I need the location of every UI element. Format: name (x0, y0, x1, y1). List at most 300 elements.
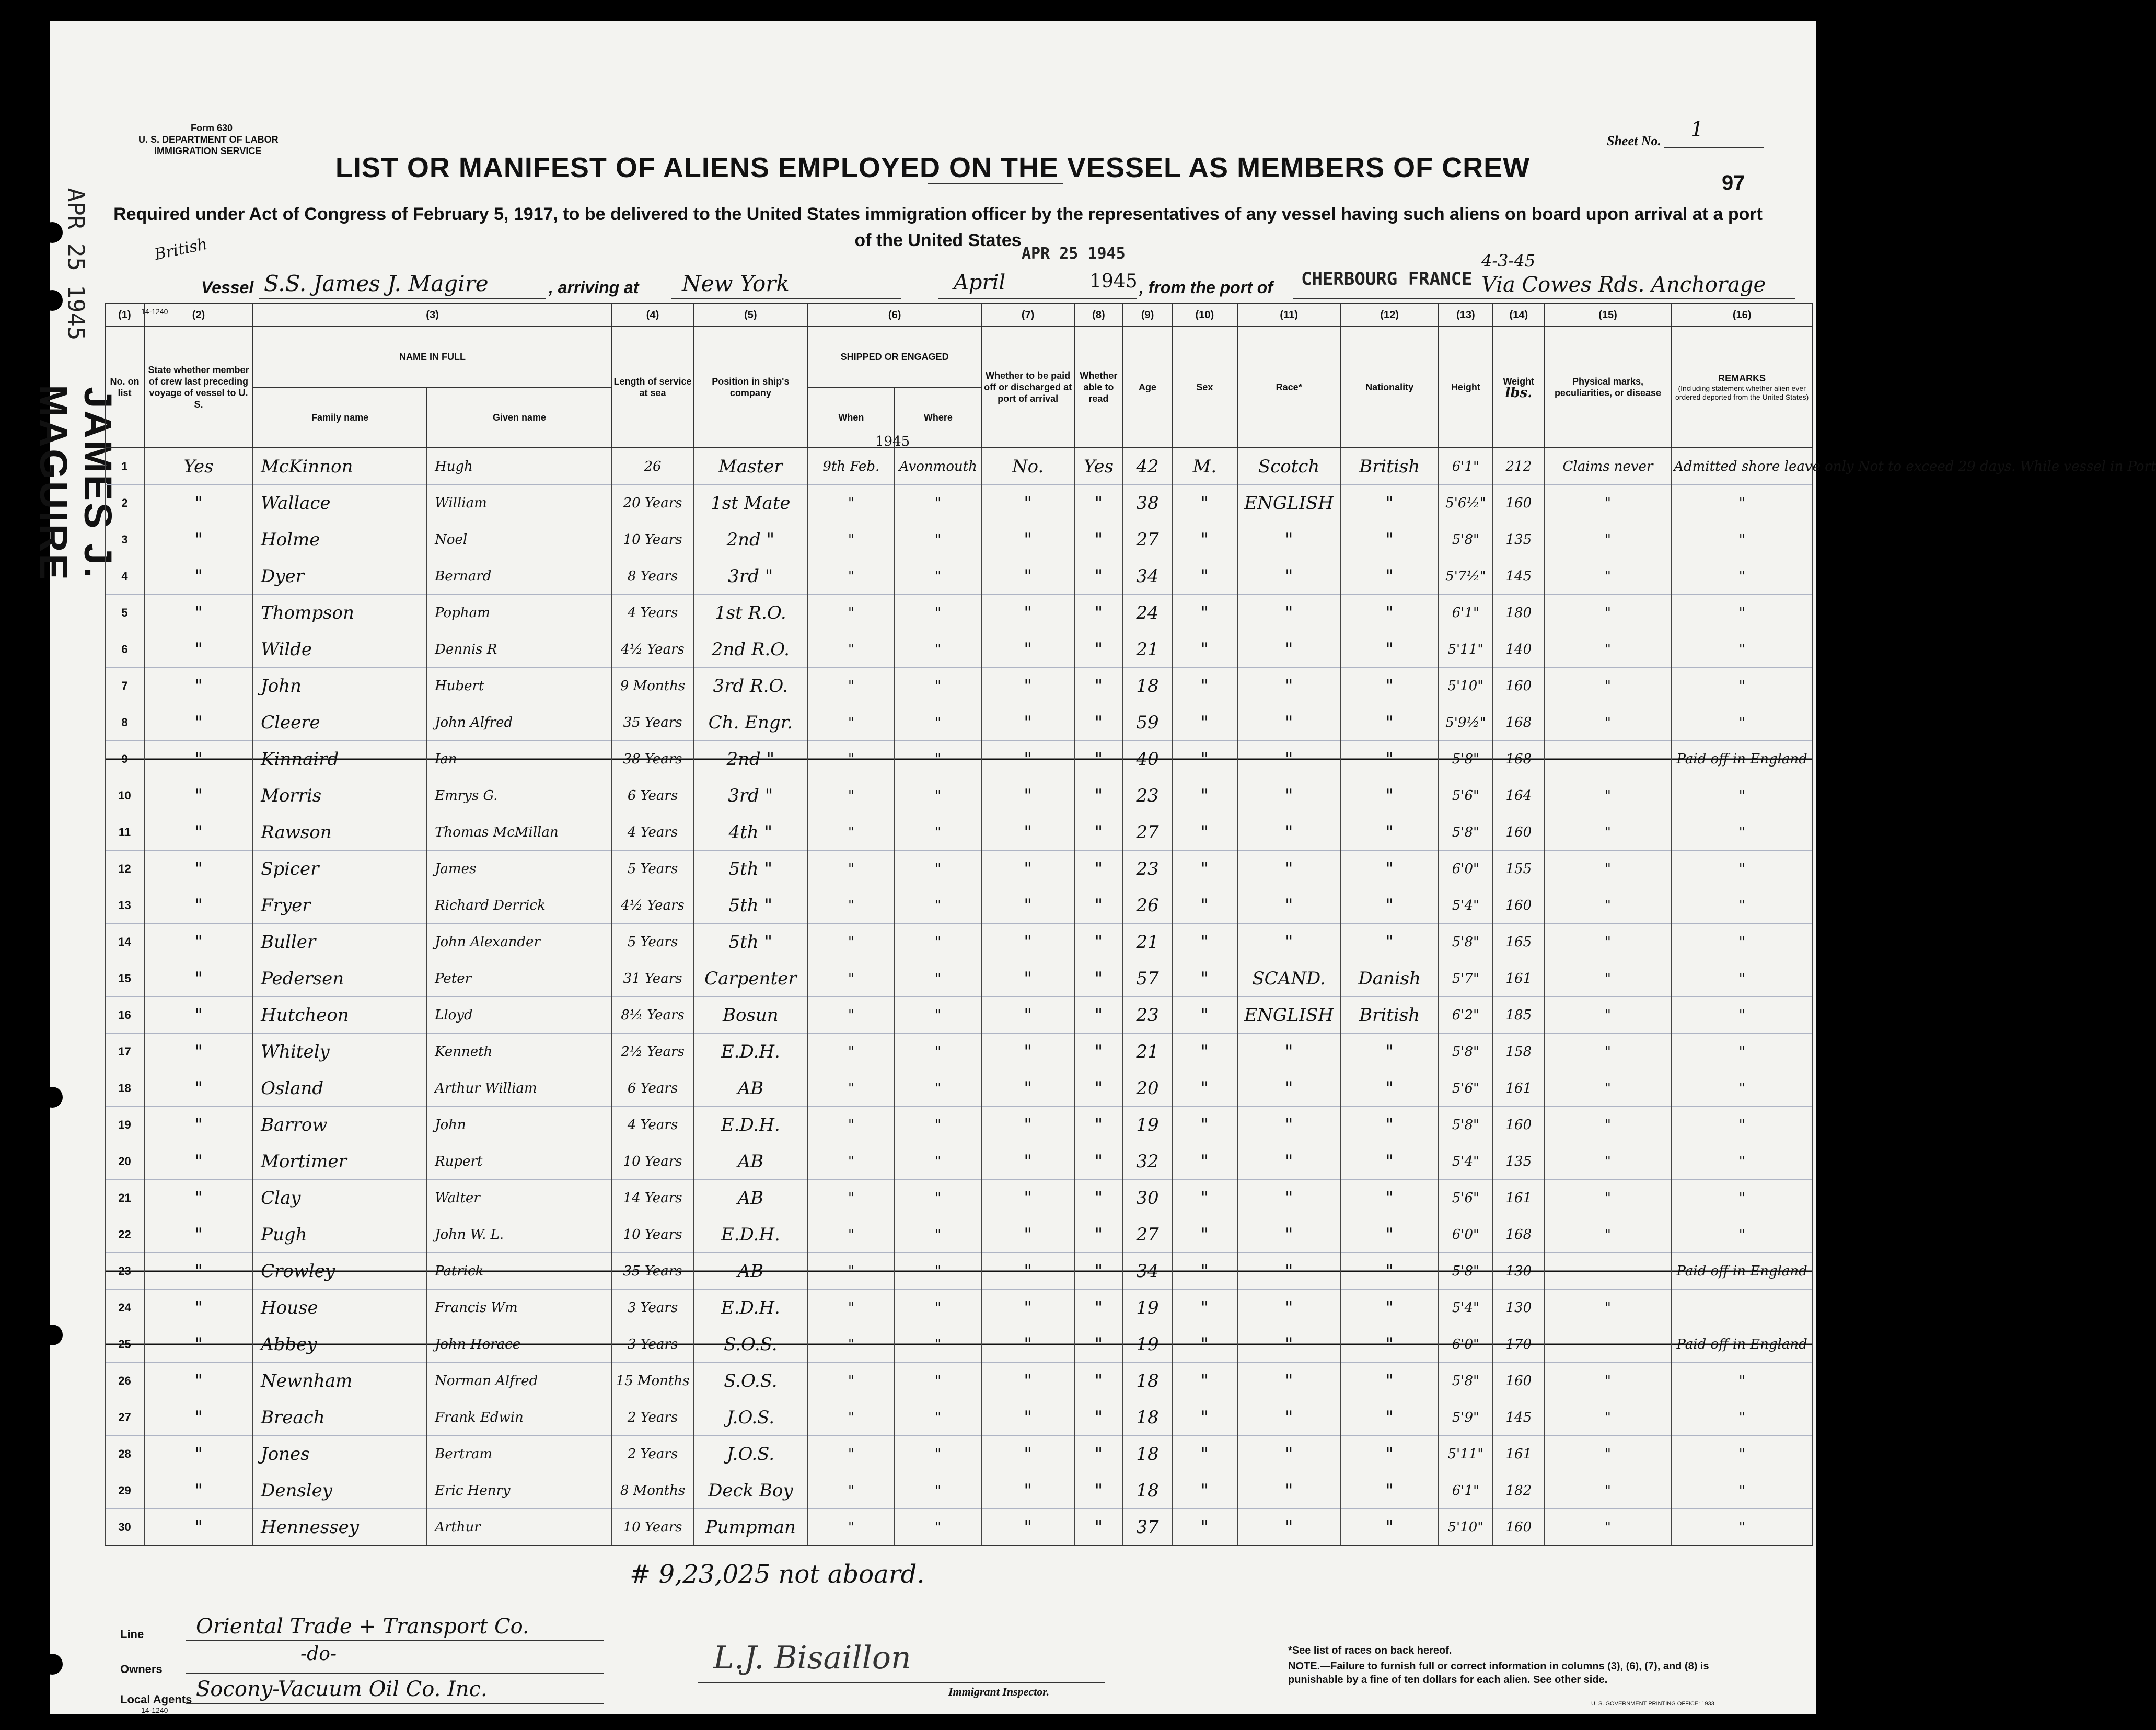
table-row (105, 851, 1813, 887)
header-weight-unit: lbs. (1505, 385, 1533, 401)
service-length-cell: 26 (612, 448, 693, 485)
paid-off-cell: " (982, 741, 1074, 777)
given-name-cell: John (427, 1107, 612, 1143)
shipped-where-cell: " (895, 1070, 982, 1107)
service-length-cell: 4½ Years (612, 887, 693, 924)
header-race: Race* (1237, 327, 1341, 448)
position-cell: E.D.H. (693, 1290, 808, 1326)
physical-marks-cell: " (1545, 1180, 1671, 1216)
height-cell: 5'7½" (1439, 558, 1493, 595)
age-cell: 34 (1123, 558, 1172, 595)
shipped-when-cell: " (808, 521, 895, 558)
family-name-cell: Kinnaird (253, 741, 427, 777)
weight-cell: 160 (1493, 814, 1545, 851)
able-to-read-cell: " (1074, 1180, 1123, 1216)
prev-voyage-cell: " (144, 704, 253, 741)
position-cell: J.O.S. (693, 1436, 808, 1472)
shipped-when-cell: " (808, 1472, 895, 1509)
age-cell: 21 (1123, 631, 1172, 668)
able-to-read-cell: " (1074, 997, 1123, 1034)
able-to-read-cell: " (1074, 1399, 1123, 1436)
shipped-when-cell: " (808, 814, 895, 851)
col-number: (4) (612, 304, 693, 327)
no-cell: 18 (105, 1070, 144, 1107)
no-cell: 7 (105, 668, 144, 704)
given-name-cell: Arthur (427, 1509, 612, 1546)
age-cell: 18 (1123, 1399, 1172, 1436)
able-to-read-cell: " (1074, 521, 1123, 558)
service-length-cell: 10 Years (612, 521, 693, 558)
able-to-read-cell: " (1074, 814, 1123, 851)
service-length-cell: 3 Years (612, 1290, 693, 1326)
family-name-cell: Fryer (253, 887, 427, 924)
given-name-cell: Frank Edwin (427, 1399, 612, 1436)
able-to-read-cell: " (1074, 960, 1123, 997)
vessel-label: Vessel (201, 278, 254, 297)
binder-hole (42, 222, 63, 243)
shipped-where-cell: " (895, 887, 982, 924)
no-cell: 1 (105, 448, 144, 485)
shipped-where-cell: " (895, 1436, 982, 1472)
remarks-cell: " (1671, 1509, 1813, 1546)
table-row (105, 558, 1813, 595)
nationality-cell: " (1341, 1290, 1439, 1326)
position-cell: E.D.H. (693, 1034, 808, 1070)
family-name-cell: Hutcheon (253, 997, 427, 1034)
no-cell: 26 (105, 1363, 144, 1399)
position-cell: S.O.S. (693, 1326, 808, 1363)
weight-cell: 170 (1493, 1326, 1545, 1363)
service-length-cell: 31 Years (612, 960, 693, 997)
sex-cell: " (1172, 1472, 1237, 1509)
table-row (105, 485, 1813, 521)
shipped-where-cell: " (895, 668, 982, 704)
physical-marks-cell: " (1545, 704, 1671, 741)
race-cell: " (1237, 1472, 1341, 1509)
able-to-read-cell: " (1074, 485, 1123, 521)
given-name-cell: Dennis R (427, 631, 612, 668)
col-number: (9) (1123, 304, 1172, 327)
header-weight-label: Weight (1503, 376, 1535, 387)
sex-cell: " (1172, 1143, 1237, 1180)
nationality-cell: " (1341, 521, 1439, 558)
sex-cell: " (1172, 777, 1237, 814)
nationality-cell: " (1341, 1180, 1439, 1216)
given-name-cell: Rupert (427, 1143, 612, 1180)
col-number: (14) (1493, 304, 1545, 327)
service-length-cell: 38 Years (612, 741, 693, 777)
sex-cell: " (1172, 485, 1237, 521)
position-cell: 2nd " (693, 521, 808, 558)
no-cell: 29 (105, 1472, 144, 1509)
from-date: 4-3-45 (1481, 251, 1536, 271)
prev-voyage-cell: " (144, 997, 253, 1034)
prev-voyage-cell: " (144, 631, 253, 668)
given-name-cell: John Alexander (427, 924, 612, 960)
no-cell: 4 (105, 558, 144, 595)
position-cell: 1st R.O. (693, 595, 808, 631)
height-cell: 6'1" (1439, 595, 1493, 631)
line-underline (186, 1640, 604, 1641)
sheet-number: 1 (1690, 118, 1704, 142)
able-to-read-cell: " (1074, 777, 1123, 814)
height-cell: 5'6" (1439, 1070, 1493, 1107)
paid-off-cell: " (982, 1436, 1074, 1472)
position-cell: AB (693, 1143, 808, 1180)
family-name-cell: Whitely (253, 1034, 427, 1070)
family-name-cell: Wilde (253, 631, 427, 668)
col-number: (15) (1545, 304, 1671, 327)
physical-marks-cell: " (1545, 1034, 1671, 1070)
header-physical-marks: Physical marks, peculiarities, or disease (1545, 327, 1671, 448)
remarks-cell: " (1671, 595, 1813, 631)
service-length-cell: 3 Years (612, 1326, 693, 1363)
nationality-cell: " (1341, 1326, 1439, 1363)
table-row (105, 448, 1813, 485)
height-cell: 5'8" (1439, 521, 1493, 558)
line-label: Line (120, 1628, 144, 1641)
position-cell: Carpenter (693, 960, 808, 997)
race-cell: " (1237, 851, 1341, 887)
remarks-cell (1671, 1290, 1813, 1326)
position-cell: Bosun (693, 997, 808, 1034)
prev-voyage-cell: " (144, 851, 253, 887)
height-cell: 5'9" (1439, 1399, 1493, 1436)
family-name-cell: Dyer (253, 558, 427, 595)
paid-off-cell: No. (982, 448, 1074, 485)
service-length-cell: 5 Years (612, 924, 693, 960)
given-name-cell: Arthur William (427, 1070, 612, 1107)
position-cell: 5th " (693, 924, 808, 960)
paid-off-cell: " (982, 814, 1074, 851)
shipped-where-cell: " (895, 595, 982, 631)
height-cell: 5'8" (1439, 741, 1493, 777)
position-cell: Ch. Engr. (693, 704, 808, 741)
service-length-cell: 15 Months (612, 1363, 693, 1399)
shipped-when-cell: " (808, 1216, 895, 1253)
sex-cell: " (1172, 851, 1237, 887)
paid-off-cell: " (982, 558, 1074, 595)
physical-marks-cell: " (1545, 924, 1671, 960)
inspector-signature: L.J. Bisaillon (713, 1640, 911, 1676)
sex-cell: " (1172, 1399, 1237, 1436)
prev-voyage-cell: " (144, 1253, 253, 1290)
col-number: (12) (1341, 304, 1439, 327)
shipped-when-cell: " (808, 887, 895, 924)
race-cell: " (1237, 1509, 1341, 1546)
weight-cell: 160 (1493, 1107, 1545, 1143)
not-aboard-note: # 9,23,025 not aboard. (630, 1560, 925, 1589)
nationality-cell: " (1341, 887, 1439, 924)
nationality-cell: British (1341, 448, 1439, 485)
shipped-where-cell: " (895, 521, 982, 558)
remarks-cell: Paid off in England (1671, 741, 1813, 777)
table-row (105, 1253, 1813, 1290)
no-cell: 9 (105, 741, 144, 777)
race-cell: SCAND. (1237, 960, 1341, 997)
paid-off-cell: " (982, 704, 1074, 741)
nationality-cell: " (1341, 1436, 1439, 1472)
physical-marks-cell: " (1545, 997, 1671, 1034)
height-cell: 5'6" (1439, 777, 1493, 814)
from-label: , from the port of (1139, 278, 1273, 297)
prev-voyage-cell: " (144, 1436, 253, 1472)
shipped-where-cell: " (895, 1509, 982, 1546)
position-cell: Deck Boy (693, 1472, 808, 1509)
no-cell: 20 (105, 1143, 144, 1180)
able-to-read-cell: " (1074, 595, 1123, 631)
physical-marks-cell: " (1545, 960, 1671, 997)
age-cell: 23 (1123, 777, 1172, 814)
shipped-when-cell: 9th Feb. (808, 448, 895, 485)
service-length-cell: 14 Years (612, 1180, 693, 1216)
family-name-cell: Buller (253, 924, 427, 960)
service-length-cell: 8 Years (612, 558, 693, 595)
height-cell: 5'11" (1439, 631, 1493, 668)
family-name-cell: House (253, 1290, 427, 1326)
family-name-cell: Cleere (253, 704, 427, 741)
col-number: (7) (982, 304, 1074, 327)
table-row (105, 595, 1813, 631)
sex-cell: " (1172, 814, 1237, 851)
races-note: *See list of races on back hereof. (1288, 1645, 1452, 1656)
remarks-cell: " (1671, 1180, 1813, 1216)
shipped-when-cell: " (808, 704, 895, 741)
able-to-read-cell: Yes (1074, 448, 1123, 485)
no-cell: 27 (105, 1399, 144, 1436)
header-nationality: Nationality (1341, 327, 1439, 448)
shipped-where-cell: " (895, 1216, 982, 1253)
table-row (105, 1326, 1813, 1363)
age-cell: 34 (1123, 1253, 1172, 1290)
col-number: (2) (144, 304, 253, 327)
position-cell: Master (693, 448, 808, 485)
shipped-when-cell: " (808, 631, 895, 668)
family-name-cell: Clay (253, 1180, 427, 1216)
line-value: Oriental Trade + Transport Co. (196, 1615, 529, 1639)
family-name-cell: Rawson (253, 814, 427, 851)
weight-cell: 160 (1493, 1363, 1545, 1399)
col-number: (13) (1439, 304, 1493, 327)
no-cell: 19 (105, 1107, 144, 1143)
weight-cell: 160 (1493, 485, 1545, 521)
penalty-note: NOTE.—Failure to furnish full or correct information in columns (3), (6), (7), and (8) is punishable by a fine of ten dollars for each alien. See other side. (1288, 1661, 1709, 1686)
given-name-cell: Richard Derrick (427, 887, 612, 924)
sex-cell: " (1172, 1363, 1237, 1399)
family-name-cell: Jones (253, 1436, 427, 1472)
position-cell: 1st Mate (693, 485, 808, 521)
weight-cell: 168 (1493, 741, 1545, 777)
nationality-cell: " (1341, 1034, 1439, 1070)
height-cell: 5'8" (1439, 1107, 1493, 1143)
shipped-where-cell: " (895, 1399, 982, 1436)
paid-off-cell: " (982, 851, 1074, 887)
binder-hole (42, 1325, 63, 1345)
paid-off-cell: " (982, 997, 1074, 1034)
able-to-read-cell: " (1074, 668, 1123, 704)
crew-rows (105, 448, 2156, 1546)
position-cell: AB (693, 1070, 808, 1107)
height-cell: 6'2" (1439, 997, 1493, 1034)
crew-table (105, 303, 2156, 1546)
race-cell: ENGLISH (1237, 997, 1341, 1034)
nationality-cell: " (1341, 668, 1439, 704)
given-name-cell: Bertram (427, 1436, 612, 1472)
prev-voyage-cell: " (144, 887, 253, 924)
position-cell: AB (693, 1180, 808, 1216)
paid-off-cell: " (982, 521, 1074, 558)
shipped-year-annotation: 1945 (875, 434, 910, 449)
weight-cell: 161 (1493, 1436, 1545, 1472)
height-cell: 6'0" (1439, 1216, 1493, 1253)
age-cell: 42 (1123, 448, 1172, 485)
no-cell: 17 (105, 1034, 144, 1070)
col-number: (3) (253, 304, 612, 327)
position-cell: 3rd " (693, 777, 808, 814)
prev-voyage-cell: " (144, 1326, 253, 1363)
shipped-when-cell: " (808, 1143, 895, 1180)
given-name-cell: John Horace (427, 1326, 612, 1363)
prev-voyage-cell: " (144, 1472, 253, 1509)
form-number: Form 630 (191, 123, 233, 133)
family-name-cell: Pedersen (253, 960, 427, 997)
family-name-cell: Thompson (253, 595, 427, 631)
position-cell: 5th " (693, 887, 808, 924)
position-cell: E.D.H. (693, 1216, 808, 1253)
physical-marks-cell: " (1545, 1509, 1671, 1546)
paid-off-cell: " (982, 631, 1074, 668)
service-length-cell: 2½ Years (612, 1034, 693, 1070)
race-cell: " (1237, 631, 1341, 668)
service-length-cell: 4 Years (612, 1107, 693, 1143)
sex-cell: " (1172, 1107, 1237, 1143)
service-length-cell: 5 Years (612, 851, 693, 887)
col-number: (16) (1671, 304, 1813, 327)
physical-marks-cell: " (1545, 887, 1671, 924)
shipped-where-cell: " (895, 741, 982, 777)
age-cell: 18 (1123, 668, 1172, 704)
age-cell: 27 (1123, 814, 1172, 851)
race-cell: " (1237, 595, 1341, 631)
shipped-when-cell: " (808, 851, 895, 887)
sex-cell: " (1172, 997, 1237, 1034)
remarks-cell: Paid off in England (1671, 1326, 1813, 1363)
from-note: Via Cowes Rds. Anchorage (1481, 273, 1766, 297)
sex-cell: " (1172, 631, 1237, 668)
race-cell: Scotch (1237, 448, 1341, 485)
title-underline (928, 183, 1063, 184)
remarks-cell: " (1671, 887, 1813, 924)
nationality-cell: " (1341, 741, 1439, 777)
given-name-cell: Emrys G. (427, 777, 612, 814)
age-cell: 23 (1123, 851, 1172, 887)
from-port-line (1293, 298, 1795, 299)
shipped-where-cell: " (895, 1143, 982, 1180)
weight-cell: 165 (1493, 924, 1545, 960)
age-cell: 30 (1123, 1180, 1172, 1216)
sex-cell: " (1172, 960, 1237, 997)
nationality-cell: " (1341, 1107, 1439, 1143)
weight-cell: 182 (1493, 1472, 1545, 1509)
remarks-cell: " (1671, 704, 1813, 741)
race-cell: " (1237, 1143, 1341, 1180)
table-row (105, 1070, 1813, 1107)
remarks-cell: " (1671, 777, 1813, 814)
sex-cell: " (1172, 1509, 1237, 1546)
table-row (105, 997, 1813, 1034)
shipped-when-cell: " (808, 1509, 895, 1546)
physical-marks-cell: " (1545, 777, 1671, 814)
given-name-cell: Walter (427, 1180, 612, 1216)
height-cell: 5'8" (1439, 1253, 1493, 1290)
service-length-cell: 4½ Years (612, 631, 693, 668)
table-row (105, 521, 1813, 558)
paid-off-cell: " (982, 1107, 1074, 1143)
owners-value: -do- (300, 1643, 337, 1665)
manifest-sheet (32, 21, 2156, 1714)
table-row (105, 814, 1813, 851)
age-cell: 40 (1123, 741, 1172, 777)
position-cell: 2nd " (693, 741, 808, 777)
service-length-cell: 2 Years (612, 1399, 693, 1436)
nationality-cell: " (1341, 1070, 1439, 1107)
header-remarks-label: REMARKS (1718, 373, 1766, 384)
arrival-year: 1945 (1089, 271, 1138, 292)
shipped-when-cell: " (808, 960, 895, 997)
paid-off-cell: " (982, 1216, 1074, 1253)
service-length-cell: 4 Years (612, 595, 693, 631)
header-remarks-note: (Including statement whether alien ever ordered deported from the United States) (1675, 384, 1809, 401)
header-family-name: Family name (253, 387, 427, 448)
table-row (105, 777, 1813, 814)
shipped-when-cell: " (808, 777, 895, 814)
position-cell: 5th " (693, 851, 808, 887)
table-row (105, 924, 1813, 960)
sex-cell: " (1172, 1034, 1237, 1070)
weight-cell: 164 (1493, 777, 1545, 814)
race-cell: " (1237, 1070, 1341, 1107)
vessel-line (259, 298, 546, 299)
remarks-cell: " (1671, 1034, 1813, 1070)
age-cell: 18 (1123, 1436, 1172, 1472)
paid-off-cell: " (982, 924, 1074, 960)
no-cell: 22 (105, 1216, 144, 1253)
family-name-cell: Wallace (253, 485, 427, 521)
race-cell: " (1237, 887, 1341, 924)
race-cell: " (1237, 1363, 1341, 1399)
given-name-cell: Bernard (427, 558, 612, 595)
paid-off-cell: " (982, 960, 1074, 997)
shipped-when-cell: " (808, 1326, 895, 1363)
remarks-cell: " (1671, 997, 1813, 1034)
able-to-read-cell: " (1074, 851, 1123, 887)
race-cell: " (1237, 1290, 1341, 1326)
position-cell: AB (693, 1253, 808, 1290)
vessel-name: S.S. James J. Magire (264, 271, 489, 296)
prev-voyage-cell: " (144, 485, 253, 521)
race-cell: " (1237, 1107, 1341, 1143)
physical-marks-cell: " (1545, 1143, 1671, 1180)
nationality-cell: " (1341, 1399, 1439, 1436)
service-length-cell: 4 Years (612, 814, 693, 851)
remarks-cell: " (1671, 924, 1813, 960)
age-cell: 19 (1123, 1326, 1172, 1363)
header-height: Height (1439, 327, 1493, 448)
age-cell: 23 (1123, 997, 1172, 1034)
table-row (105, 1290, 1813, 1326)
height-cell: 6'1" (1439, 1472, 1493, 1509)
signature-line (698, 1682, 1105, 1683)
